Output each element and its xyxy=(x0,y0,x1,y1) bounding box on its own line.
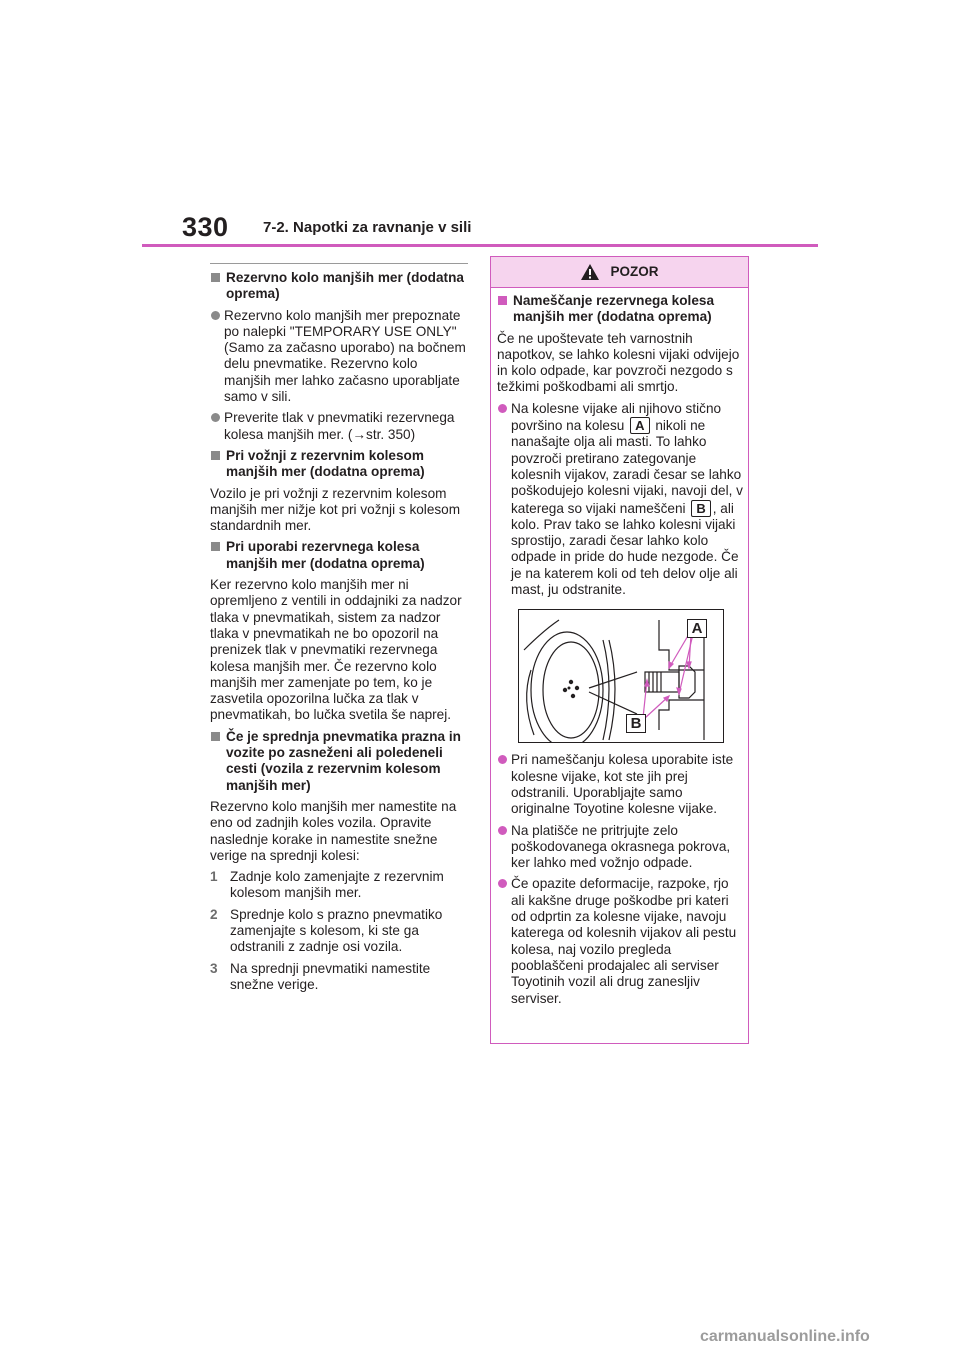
header-rule xyxy=(142,244,818,247)
step-item xyxy=(210,907,468,956)
step-number: 3 xyxy=(210,960,218,976)
step-text: Zadnje kolo zamenjajte z rezervnim kolesom manjših mer. xyxy=(230,869,444,901)
bullet-text: Pri nameščanju kolesa uporabite iste kolesne vijake, kot ste jih prej odstranili. Uporabljajte samo originalne Toyotine kolesne vijake. xyxy=(511,752,734,817)
section-heading xyxy=(210,270,468,303)
heading-text: Rezervno kolo manjših mer (dodatna oprema) xyxy=(226,270,464,302)
heading-text: Pri vožnji z rezervnim kolesom manjših mer (dodatna oprema) xyxy=(226,447,425,480)
bullet-item xyxy=(497,401,744,599)
caution-title: POZOR xyxy=(610,263,659,279)
heading-text: Nameščanje rezervnega kolesa manjših mer (dodatna oprema) xyxy=(513,293,715,325)
bullet-text: Rezervno kolo manjših mer prepoznate po nalepki "TEMPORARY USE ONLY" (Samo za začasno uporabo) na bočnem delu pnevmatike. Rezervno kolo manjših mer lahko začasno uporabljate samo v sili. xyxy=(224,307,466,405)
circle-bullet-icon xyxy=(498,879,507,888)
bullet-item xyxy=(210,308,468,406)
step-number: 1 xyxy=(210,869,218,885)
section-heading xyxy=(210,448,468,481)
square-bullet-icon xyxy=(211,732,220,741)
square-bullet-icon xyxy=(211,451,220,460)
step-item xyxy=(210,869,468,902)
caution-heading xyxy=(497,293,744,326)
bullet-item xyxy=(497,823,744,872)
figure-label-a: A xyxy=(687,619,707,638)
step-text: Na sprednji pnevmatiki namestite snežne verige. xyxy=(230,960,431,992)
heading-text: Pri uporabi rezervnega kolesa manjših mer (dodatna oprema) xyxy=(226,539,425,571)
left-column xyxy=(210,263,468,998)
label-b-badge: B xyxy=(691,500,710,517)
caution-box xyxy=(490,256,749,1044)
paragraph: Vozilo je pri vožnji z rezervnim kolesom manjših mer nižje kot pri vožnji s kolesom standardnih mer. xyxy=(210,485,461,534)
circle-bullet-icon xyxy=(498,755,507,764)
bullet-item xyxy=(497,752,744,817)
section-heading xyxy=(210,539,468,572)
step-item xyxy=(210,961,468,994)
bullet-item xyxy=(497,876,744,1006)
square-bullet-icon xyxy=(211,273,220,282)
section-heading xyxy=(210,729,468,794)
bullet-text-part: , ali kolo. Prav tako se lahko kolesni vijaki sprostijo, zaradi česar lahko kolo odpade in pride do hude nezgode. Če je na katerem koli od teh delov olje ali mast, ju odstranite. xyxy=(511,500,739,598)
square-bullet-icon xyxy=(211,542,220,551)
circle-bullet-icon xyxy=(211,311,220,320)
page-number: 330 xyxy=(182,212,229,242)
figure-label-b: B xyxy=(626,714,646,733)
square-bullet-icon xyxy=(498,296,507,305)
label-a-badge: A xyxy=(630,417,649,434)
bullet-text: Preverite tlak v pnevmatiki rezervnega kolesa manjših mer. (→str. 350) xyxy=(224,410,455,442)
warning-icon xyxy=(580,263,600,281)
paragraph: Ker rezervno kolo manjših mer ni opremljeno z ventili in oddajniki za nadzor tlaka v pnevmatikah, sistem za nadzor tlaka v pnevmatikah ne bo opozoril na prenizek tlak v pnevmatiki rezervnega kolesa manjših mer. Če rezervno kolo manjših mer zamenjate po tem, ko je zasvetila opozorilna lučka za tlak v pnevmatikah, bo lučka svetila še naprej. xyxy=(210,577,462,723)
bullet-text-part: Na kolesne vijake ali njihovo stično površino na kolesu xyxy=(511,400,722,434)
bullet-text-part: nikoli ne nanašajte olja ali masti. To lahko povzroči pretirano zategovanje kolesnih vijakov, zaradi česar se lahko poškodujejo kolesni vijaki, navoji del, v katerega so vijaki nameščeni xyxy=(511,418,743,516)
caution-body xyxy=(491,288,748,1007)
wheel-bolt-illustration xyxy=(518,609,724,743)
step-text: Sprednje kolo s prazno pnevmatiko zamenjajte s kolesom, ki ste ga odstranili z zadnje osi vozila. xyxy=(230,906,443,955)
bullet-text xyxy=(511,401,744,599)
step-number: 2 xyxy=(210,906,218,922)
circle-bullet-icon xyxy=(498,404,507,413)
circle-bullet-icon xyxy=(211,413,220,422)
bullet-item xyxy=(210,410,468,443)
heading-text: Če je sprednja pnevmatika prazna in vozite po zasneženi ali poledeneli cesti (vozila z rezervnim kolesom manjših mer) xyxy=(226,728,461,793)
circle-bullet-icon xyxy=(498,826,507,835)
paragraph: Rezervno kolo manjših mer namestite na eno od zadnjih koles vozila. Opravite naslednje korake in namestite snežne verige na sprednji kolesi: xyxy=(210,798,457,863)
left-column-rule xyxy=(210,263,468,264)
bullet-text: Če opazite deformacije, razpoke, rjo ali kakšne druge poškodbe pri kateri od odprtin za kolesne vijake, navoju katerega od kolesnih vijakov ali pestu kolesa, naj vozilo pregleda pooblaščeni prodajalec ali serviser Toyotinih vozil ali drug zanesljiv serviser. xyxy=(511,876,737,1006)
watermark-link[interactable]: carmanualsonline.info xyxy=(700,1328,870,1345)
bullet-text: Na platišče ne pritrjujte zelo poškodovanega okrasnega pokrova, ker lahko med vožnjo odpade. xyxy=(511,822,731,871)
caution-intro: Če ne upoštevate teh varnostnih napotkov, se lahko kolesni vijaki odvijejo in kolo odpade, kar povzroči nezgodo s težkimi poškodbami ali smrtjo. xyxy=(497,330,740,395)
caution-header xyxy=(491,257,748,288)
section-title: 7-2. Napotki za ravnanje v sili xyxy=(263,219,472,236)
